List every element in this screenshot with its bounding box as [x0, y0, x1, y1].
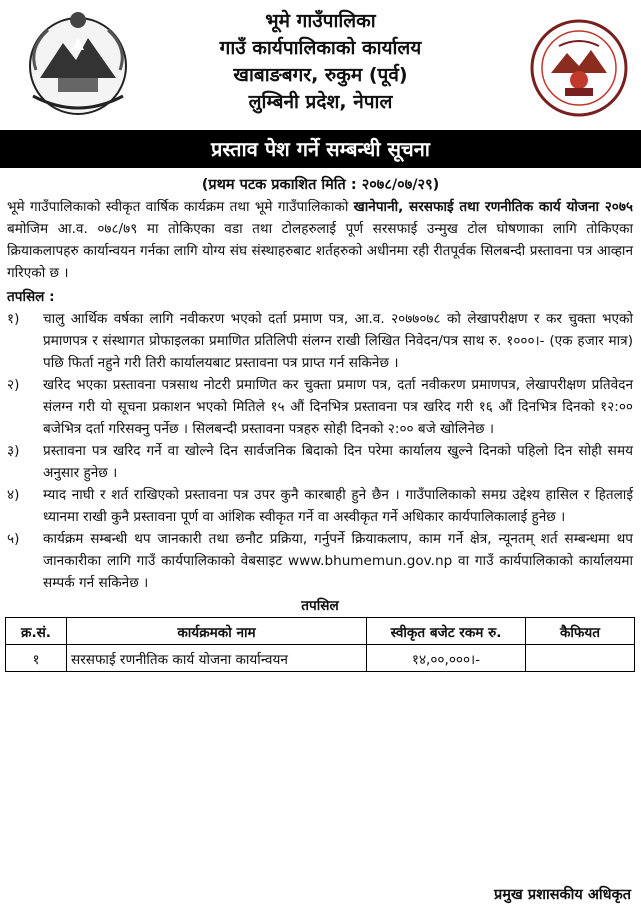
col-serial: क्र.सं. — [6, 618, 67, 645]
item-text: म्याद नाघी र शर्त राखिएको प्रस्तावना पत्र उपर कुनै कारबाही हुने छैन । गाउँपालिकाको समग्र उद्देश्य हासिल र हितलाई ध्यानमा राखी कुनै प्रस्तावना पूर्ण वा आंशिक स्वीकृत गर्ने वा अस्वीकृत गर्ने अधिकार कार्यपालिकालाई हुनेछ । — [43, 487, 633, 525]
table-title: तपसिल — [301, 598, 339, 614]
item-text: खरिद भएका प्रस्तावना पत्रसाथ नोटरी प्रमाणित कर चुक्ता प्रमाण पत्र, दर्ता नवीकरण प्रमाणपत्र, लेखापरीक्षण प्रतिवेदन संलग्न गरी यो सूचना प्रकाशन भएको मितिले १५ औं दिनभित्र प्रस्तावना पत्र खरिद गरी १६ औं दिनभित्र दिनको १२:०० बजेभित्र दर्ता गरिसक्नु पर्नेछ । सिलबन्दी प्रस्तावना पत्रहरु सोही दिनको २:०० बजे खोलिनेछ । — [43, 377, 633, 437]
notice-title-banner: प्रस्ताव पेश गर्ने सम्बन्धी सूचना — [0, 130, 641, 168]
table-header-row — [6, 618, 635, 645]
signatory-title: प्रमुख प्रशासकीय अधिकृत — [494, 887, 631, 903]
cell-serial: १ — [6, 645, 67, 672]
program-table — [5, 617, 635, 672]
col-remarks: कैफियत — [526, 618, 635, 645]
list-item — [7, 440, 633, 484]
municipality-name: भूमे गाउँपालिका — [265, 10, 376, 32]
list-item — [7, 528, 633, 594]
list-item — [7, 308, 633, 374]
item-number: ४) — [7, 487, 20, 503]
cell-remarks — [526, 645, 635, 672]
list-item — [7, 374, 633, 440]
intro-text-2: बमोजिम आ.व. ०७८/७९ मा तोकिएका वडा तथा टोलहरुलाई पूर्ण सरसफाई उन्मुख टोल घोषणाका लागि तोकिएका क्रियाकलापहरु कार्यान्वयन गर्नका लागि योग्य संघ संस्थाहरुबाट शर्तहरुको अधीनमा रही रीतपूर्वक सिलबन्दी प्रस्तावना पत्र आव्हान गरिएको छ । — [7, 221, 633, 281]
list-item — [7, 484, 633, 528]
publish-date: (प्रथम पटक प्रकाशित मिति : २०७८/०७/२९) — [201, 177, 440, 193]
item-number: १) — [7, 311, 20, 327]
details-heading: तपसिल : — [7, 289, 55, 305]
item-text: कार्यक्रम सम्बन्धी थप जानकारी तथा छनौट प्रक्रिया, गर्नुपर्ने क्रियाकलाप, काम गर्ने क्षेत्र, न्यूनतम् शर्त सम्बन्धमा थप जानकारीका लागि गाउँ कार्यपालिकाको वेबसाइट www.bhumemun.gov.np वा गाउँ कार्यपालिकाको कार्यालयमा सम्पर्क गर्न सकिनेछ । — [43, 531, 633, 591]
municipality-logo-icon — [529, 18, 629, 118]
intro-text-1: भूमे गाउँपालिकाको स्वीकृत वार्षिक कार्यक्रम तथा भूमे गाउँपालिकाको — [7, 199, 354, 215]
cell-program-name: सरसफाई रणनीतिक कार्य योजना कार्यान्वयन — [67, 645, 367, 672]
letterhead — [0, 0, 641, 130]
office-name: गाउँ कार्यपालिकाको कार्यालय — [219, 37, 422, 59]
col-budget: स्वीकृत बजेट रकम रु. — [367, 618, 526, 645]
office-address: खाबाङबगर, रुकुम (पूर्व) — [233, 64, 408, 86]
cell-budget: १४,००,०००।- — [367, 645, 526, 672]
province-country: लुम्बिनी प्रदेश, नेपाल — [248, 91, 393, 113]
col-program-name: कार्यक्रमको नाम — [67, 618, 367, 645]
intro-plan-name: खानेपानी, सरसफाई तथा रणनीतिक कार्य योजना २०७५ — [353, 199, 633, 215]
intro-paragraph — [7, 196, 633, 284]
item-number: ३) — [7, 443, 20, 459]
item-number: २) — [7, 377, 20, 393]
item-number: ५) — [7, 531, 20, 547]
item-text: प्रस्तावना पत्र खरिद गर्ने वा खोल्ने दिन सार्वजनिक बिदाको दिन परेमा कार्यालय खुल्ने दिनको पहिलो दिन सोही समय अनुसार हुनेछ । — [43, 443, 633, 481]
item-text: चालु आर्थिक वर्षका लागि नवीकरण भएको दर्ता प्रमाण पत्र, आ.व. २०७७०७८ को लेखापरीक्षण र कर चुक्ता भएको प्रमाणपत्र र संस्थागत प्रोफाइलका प्रमाणित प्रतिलिपी संलग्न राखी लिखित निवेदन/पत्र साथ रु. १०००।- (एक हजार मात्र) पछि फिर्ता नहुने गरी तिरी कार्यालयबाट प्रस्तावना पत्र प्राप्त गर्न सकिनेछ । — [43, 311, 633, 371]
notice-body — [0, 196, 641, 617]
table-row — [6, 645, 635, 672]
